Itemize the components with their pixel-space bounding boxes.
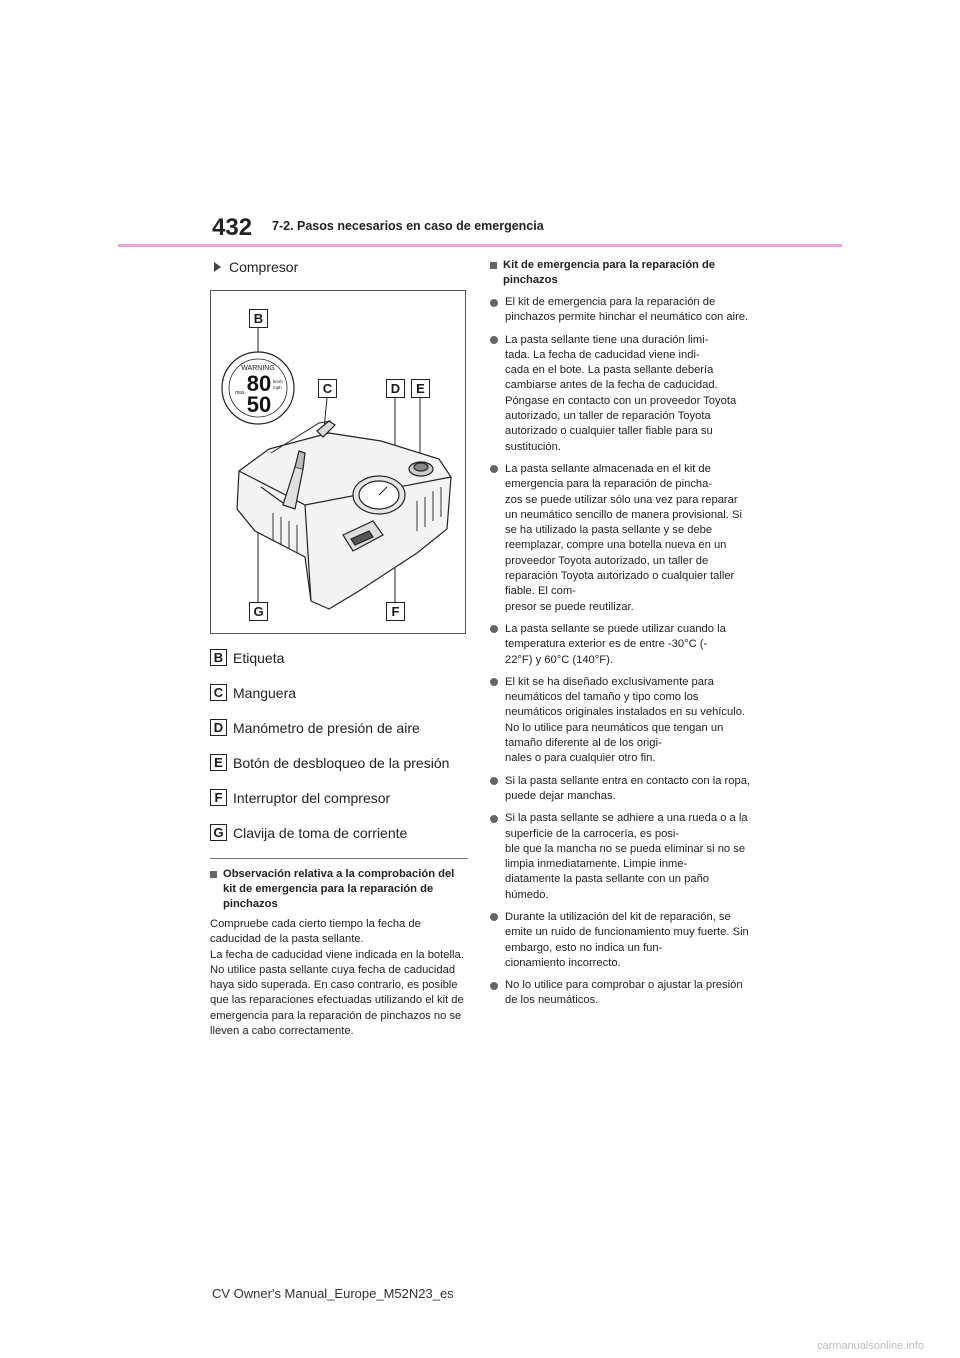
speed-top-text: 80 [246, 371, 272, 396]
kit-heading [490, 258, 752, 288]
legend-list [210, 648, 470, 842]
legend-key: C [210, 684, 227, 701]
legend-label: Etiqueta [233, 649, 285, 666]
figure-callout-b: B [249, 309, 268, 328]
round-bullet-icon [490, 815, 498, 823]
legend-key: D [210, 719, 227, 736]
round-bullet-icon [490, 465, 498, 473]
max-text: max. [235, 390, 246, 396]
compressor-figure [210, 290, 466, 634]
round-bullet-icon [490, 982, 498, 990]
round-bullet-icon [490, 299, 498, 307]
legend-item [210, 788, 470, 807]
bullet-text: No lo utilice para comprobar o ajustar la presión de los neumáticos. [505, 979, 743, 1007]
bullet-item [490, 978, 752, 1009]
bullet-item [490, 910, 752, 971]
round-bullet-icon [490, 625, 498, 633]
round-bullet-icon [490, 336, 498, 344]
figure-callout-c: C [318, 379, 337, 398]
figure-callout-d: D [386, 379, 405, 398]
legend-label: Manómetro de presión de aire [233, 719, 420, 736]
round-bullet-icon [490, 678, 498, 686]
note-body: Compruebe cada cierto tiempo la fecha de caducidad de la pasta sellante. La fecha de caducidad viene indicada en la botella. No utilice pasta sellante cuya fecha de caducidad haya sido superada. En caso contrario, es posible que las reparaciones efectuadas utilizando el kit de emergencia para la reparación de pinchazos no se lleven a cabo correctamente. [210, 918, 464, 1038]
round-bullet-icon [490, 913, 498, 921]
note-divider [210, 858, 468, 859]
warning-text: WARNING [241, 365, 275, 372]
bullet-text: La pasta sellante tiene una duración limi- tada. La fecha de caducidad viene indi- cada en el bote. La pasta sellante debería cambiarse antes de la fecha de caducidad. Póngase en contacto con un proveedor Toyota autorizado, un taller de reparación Toyota autorizado o cualquier taller fiable para su sustitución. [505, 333, 737, 453]
triangle-bullet-icon [214, 262, 221, 272]
header-rule [118, 244, 842, 247]
bullet-item [490, 675, 752, 767]
watermark-text: carmanualsonline.info [817, 1340, 925, 1352]
legend-label: Interruptor del compresor [233, 789, 391, 806]
bullet-text: Durante la utilización del kit de reparación, se emite un ruido de funcionamiento muy fuerte. Sin embargo, esto no indica un fun- cionamiento incorrecto. [505, 910, 749, 969]
warning-label-disc [222, 352, 294, 424]
left-column [210, 258, 470, 1039]
kmh-text: km/h [273, 379, 283, 384]
compressor-illustration [211, 291, 465, 633]
speed-bottom-text: 50 [246, 392, 272, 417]
round-bullet-icon [490, 777, 498, 785]
mph-text: mph [273, 385, 282, 390]
compresor-title-text: Compresor [229, 259, 299, 275]
figure-callout-f: F [386, 602, 405, 621]
legend-item [210, 753, 470, 772]
legend-key: F [210, 789, 227, 806]
bullet-text: Si la pasta sellante se adhiere a una rueda o a la superficie de la carrocería, es posi- ble que la mancha no se pueda eliminar si no se limpia inmediatamente. Limpie inme- diatamente la pasta sellante con un paño húmedo. [505, 812, 748, 901]
legend-key: E [210, 754, 227, 771]
legend-item [210, 683, 470, 702]
bullet-item [490, 462, 752, 615]
right-column [490, 258, 752, 1009]
bullet-item [490, 295, 752, 326]
bullet-item [490, 774, 752, 805]
bullet-text: El kit se ha diseñado exclusivamente para neumáticos del tamaño y tipo como los neumáticos originales instalados en su vehículo. No lo utilice para neumáticos que tengan un tamaño diferente al de los origi- nales o para cualquier otro fin. [505, 675, 746, 765]
legend-label: Manguera [233, 684, 297, 701]
legend-key: B [210, 649, 227, 666]
bullet-text: Si la pasta sellante entra en contacto con la ropa, puede dejar manchas. [505, 774, 751, 802]
footer-text: CV Owner's Manual_Europe_M52N23_es [212, 1286, 454, 1301]
bullet-item [490, 811, 752, 903]
legend-label: Clavija de toma de corriente [233, 824, 408, 841]
kit-heading-text: Kit de emergencia para la reparación de pinchazos [503, 259, 716, 286]
square-bullet-icon [490, 262, 497, 269]
compresor-title [210, 258, 470, 276]
figure-callout-g: G [249, 602, 268, 621]
legend-key: G [210, 824, 227, 841]
figure-callout-e: E [411, 379, 430, 398]
section-header: 7-2. Pasos necesarios en caso de emergencia [272, 219, 544, 233]
compressor-body [237, 421, 451, 609]
bullet-text: La pasta sellante se puede utilizar cuando la temperatura exterior es de entre -30°C (- 22°F) y 60°C (140°F). [505, 622, 726, 666]
legend-item [210, 718, 470, 737]
bullet-item [490, 622, 752, 668]
legend-item [210, 823, 470, 842]
legend-item [210, 648, 470, 667]
note-heading [210, 867, 470, 912]
bullet-item [490, 333, 752, 455]
bullet-text: El kit de emergencia para la reparación de pinchazos permite hinchar el neumático con aire. [505, 296, 749, 324]
note-heading-text: Observación relativa a la comprobación del kit de emergencia para la reparación de pinchazos [223, 868, 455, 910]
square-bullet-icon [210, 871, 217, 878]
bullet-text: La pasta sellante almacenada en el kit de emergencia para la reparación de pincha- zos se puede utilizar sólo una vez para reparar un neumático sencillo de manera provisional. Si se ha utilizado la pasta sellante y se debe reemplazar, compre una botella nueva en un proveedor Toyota autorizado, un taller de reparación Toyota autorizado o cualquier taller fiable. El com- presor se puede reutilizar. [505, 462, 742, 613]
page-number: 432 [212, 214, 253, 241]
legend-label: Botón de desbloqueo de la presión [233, 754, 450, 771]
